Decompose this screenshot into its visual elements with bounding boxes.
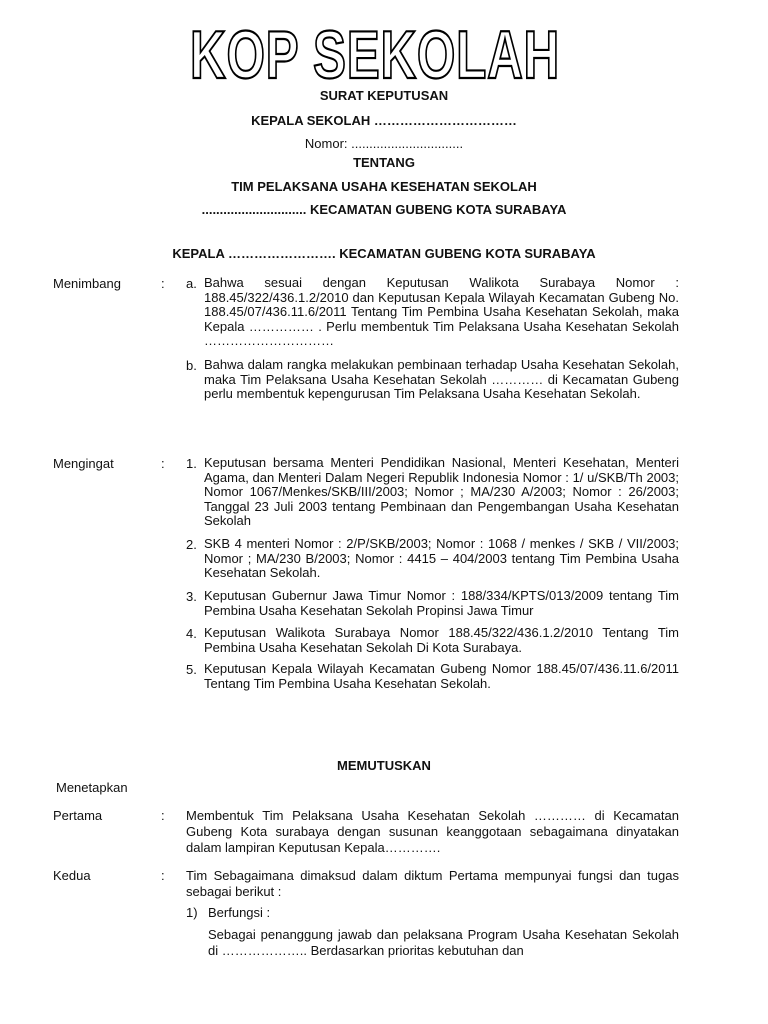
menimbang-colon: : <box>161 276 165 291</box>
mengingat-item-2-marker: 2. <box>186 537 197 552</box>
letterhead-text: KOP SEKOLAH <box>190 17 560 86</box>
letterhead-logo <box>186 10 564 86</box>
pertama-label: Pertama <box>53 808 103 823</box>
mengingat-item-3-text: Keputusan Gubernur Jawa Timur Nomor : 188/334/KPTS/013/2009 tentang Tim Pembina Usaha Kesehatan Sekolah Propinsi Jawa Timur <box>204 588 679 618</box>
kedua-sub-text: Sebagai penanggung jawab dan pelaksana Program Usaha Kesehatan Sekolah di ……………….. Berdasarkan prioritas kebutuhan dan <box>208 927 679 958</box>
mengingat-item-4-text: Keputusan Walikota Surabaya Nomor 188.45/322/436.1.2/2010 Tentang Tim Pembina Usaha Kesehatan Sekolah Di Kota Surabaya. <box>204 625 679 655</box>
subject-line: TIM PELAKSANA USAHA KESEHATAN SEKOLAH <box>231 179 537 194</box>
location-line: ............................. KECAMATAN GUBENG KOTA SURABAYA <box>201 202 567 217</box>
mengingat-item-3-marker: 3. <box>186 589 197 604</box>
kedua-sub-label: Berfungsi : <box>208 905 271 920</box>
head-title-line: KEPALA ……………………. KECAMATAN GUBENG KOTA SURABAYA <box>172 246 596 261</box>
menimbang-item-b-marker: b. <box>186 358 197 373</box>
kedua-sub-marker: 1) <box>186 905 198 920</box>
about-label: TENTANG <box>353 155 415 170</box>
kedua-colon: : <box>161 868 165 883</box>
issuer-line: KEPALA SEKOLAH …………………………… <box>251 113 517 128</box>
mengingat-item-1-text: Keputusan bersama Menteri Pendidikan Nasional, Menteri Kesehatan, Menteri Agama, dan Menteri Dalam Negeri Republik Indonesia Nomor : 1/ u/SKB/Th 2003; Nomor 1067/Menkes/SKB/III/2003; Nomor ; MA/230 A/2003; Nomor : 26/2003; Tanggal 23 Juli 2003 tentang Pembinaan dan Pengembangan Usaha Kesehatan Sekolah <box>204 455 679 528</box>
kedua-text: Tim Sebagaimana dimaksud dalam diktum Pertama mempunyai fungsi dan tugas sebagai berikut : <box>186 868 679 899</box>
pertama-text: Membentuk Tim Pelaksana Usaha Kesehatan Sekolah ………… di Kecamatan Gubeng Kota surabaya dengan susunan keanggotaan sebagaimana dinyatakan dalam lampiran Keputusan Kepala…………. <box>186 808 679 855</box>
mengingat-item-5-marker: 5. <box>186 662 197 677</box>
mengingat-item-5-text: Keputusan Kepala Wilayah Kecamatan Gubeng Nomor 188.45/07/436.11.6/2011 Tentang Tim Pembina Usaha Kesehatan Sekolah. <box>204 661 679 691</box>
menimbang-item-a-text: Bahwa sesuai dengan Keputusan Walikota Surabaya Nomor : 188.45/322/436.1.2/2010 dan Keputusan Kepala Wilayah Kecamatan Gubeng No. 188.45/07/436.11.6/2011 Tentang Tim Pembina Usaha Kesehatan Sekolah, maka Kepala …………… . Perlu membentuk Tim Pelaksana Usaha Kesehatan Sekolah ………………………… <box>204 275 679 348</box>
pertama-colon: : <box>161 808 165 823</box>
menetapkan-label: Menetapkan <box>56 780 128 795</box>
document-number: Nomor: ............................... <box>304 136 464 151</box>
mengingat-label: Mengingat <box>53 456 114 471</box>
document-title: SURAT KEPUTUSAN <box>319 88 449 103</box>
menimbang-item-a-marker: a. <box>186 276 197 291</box>
mengingat-item-4-marker: 4. <box>186 626 197 641</box>
decision-heading: MEMUTUSKAN <box>337 758 431 773</box>
mengingat-colon: : <box>161 456 165 471</box>
mengingat-item-2-text: SKB 4 menteri Nomor : 2/P/SKB/2003; Nomor : 1068 / menkes / SKB / VII/2003; Nomor ; MA/230 B/2003; Nomor : 4415 – 404/2003 tentang Tim Pembina Usaha Kesehatan Sekolah. <box>204 536 679 580</box>
mengingat-item-1-marker: 1. <box>186 456 197 471</box>
menimbang-label: Menimbang <box>53 276 121 291</box>
menimbang-item-b-text: Bahwa dalam rangka melakukan pembinaan terhadap Usaha Kesehatan Sekolah, maka Tim Pelaksana Usaha Kesehatan Sekolah ………… di Kecamatan Gubeng perlu membentuk kepengurusan Tim Pelaksana Usaha Kesehatan Sekolah. <box>204 357 679 401</box>
kedua-label: Kedua <box>53 868 91 883</box>
